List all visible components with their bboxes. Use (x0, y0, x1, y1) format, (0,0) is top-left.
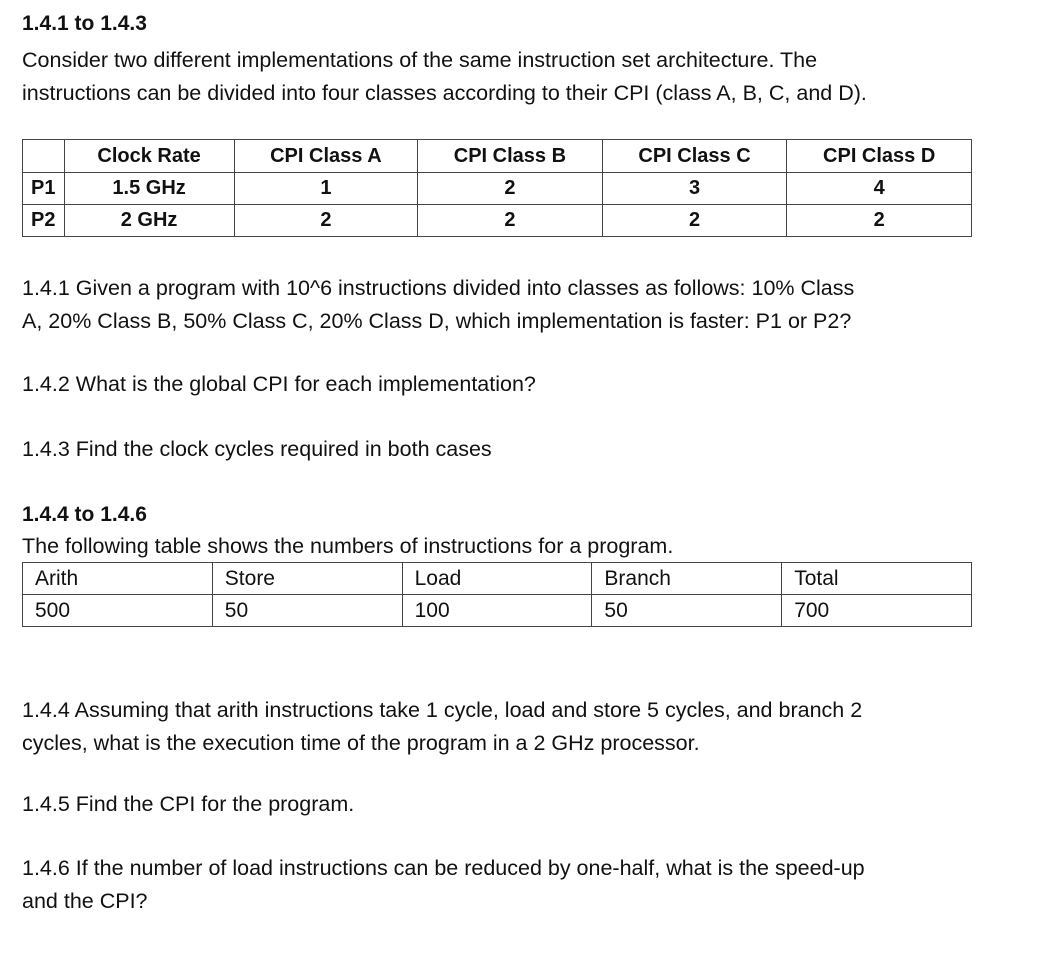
table-cell: P2 (23, 205, 65, 237)
table-cell: 3 (602, 173, 787, 205)
header-cell: Arith (23, 563, 213, 595)
question-1-4-4 (22, 694, 862, 760)
table-row (23, 205, 972, 237)
table-row (23, 595, 972, 627)
table-cell: 50 (212, 595, 402, 627)
section1-intro (22, 44, 867, 110)
question-1-4-2: 1.4.2 What is the global CPI for each implementation? (22, 372, 536, 396)
table-cell: 2 (602, 205, 787, 237)
section2-intro: The following table shows the numbers of instructions for a program. (22, 534, 674, 558)
table-header-row (23, 563, 972, 595)
table-cell: 50 (592, 595, 782, 627)
table-cell: 4 (787, 173, 972, 205)
header-cell: Branch (592, 563, 782, 595)
question-1-4-6 (22, 852, 865, 918)
table-cell: 2 (787, 205, 972, 237)
table-cell: 2 GHz (64, 205, 234, 237)
table-cell: P1 (23, 173, 65, 205)
table-cell: 2 (418, 173, 603, 205)
instruction-count-table (22, 562, 972, 627)
table-cell: 700 (782, 595, 972, 627)
intro-line-2: instructions can be divided into four classes according to their CPI (class A, B, C, and D). (22, 81, 867, 105)
table-cell: 1.5 GHz (64, 173, 234, 205)
header-cell: CPI Class C (602, 140, 787, 173)
section-heading-1-4-1: 1.4.1 to 1.4.3 (22, 12, 147, 35)
table-cell: 100 (402, 595, 592, 627)
question-1-4-3: 1.4.3 Find the clock cycles required in both cases (22, 437, 492, 461)
question-1-4-5: 1.4.5 Find the CPI for the program. (22, 792, 355, 816)
q1-line-1: 1.4.1 Given a program with 10^6 instructions divided into classes as follows: 10% Class (22, 276, 855, 300)
header-cell: Clock Rate (64, 140, 234, 173)
q6-line-1: 1.4.6 If the number of load instructions can be reduced by one-half, what is the speed-up (22, 856, 865, 880)
table-cell: 1 (234, 173, 417, 205)
header-cell: Load (402, 563, 592, 595)
table-header-row (23, 140, 972, 173)
header-cell: CPI Class B (418, 140, 603, 173)
q1-line-2: A, 20% Class B, 50% Class C, 20% Class D, which implementation is faster: P1 or P2? (22, 309, 852, 333)
header-cell: Total (782, 563, 972, 595)
question-1-4-1 (22, 272, 854, 338)
header-cell: CPI Class D (787, 140, 972, 173)
intro-line-1: Consider two different implementations of the same instruction set architecture. The (22, 48, 818, 72)
header-cell: Store (212, 563, 402, 595)
cpi-table (22, 139, 972, 237)
header-cell (23, 140, 65, 173)
table-cell: 2 (418, 205, 603, 237)
q4-line-1: 1.4.4 Assuming that arith instructions take 1 cycle, load and store 5 cycles, and branch 2 (22, 698, 863, 722)
table-row (23, 173, 972, 205)
section-heading-1-4-4: 1.4.4 to 1.4.6 (22, 503, 147, 526)
table-cell: 2 (234, 205, 417, 237)
q6-line-2: and the CPI? (22, 889, 148, 913)
q4-line-2: cycles, what is the execution time of the program in a 2 GHz processor. (22, 731, 700, 755)
table-cell: 500 (23, 595, 213, 627)
header-cell: CPI Class A (234, 140, 417, 173)
